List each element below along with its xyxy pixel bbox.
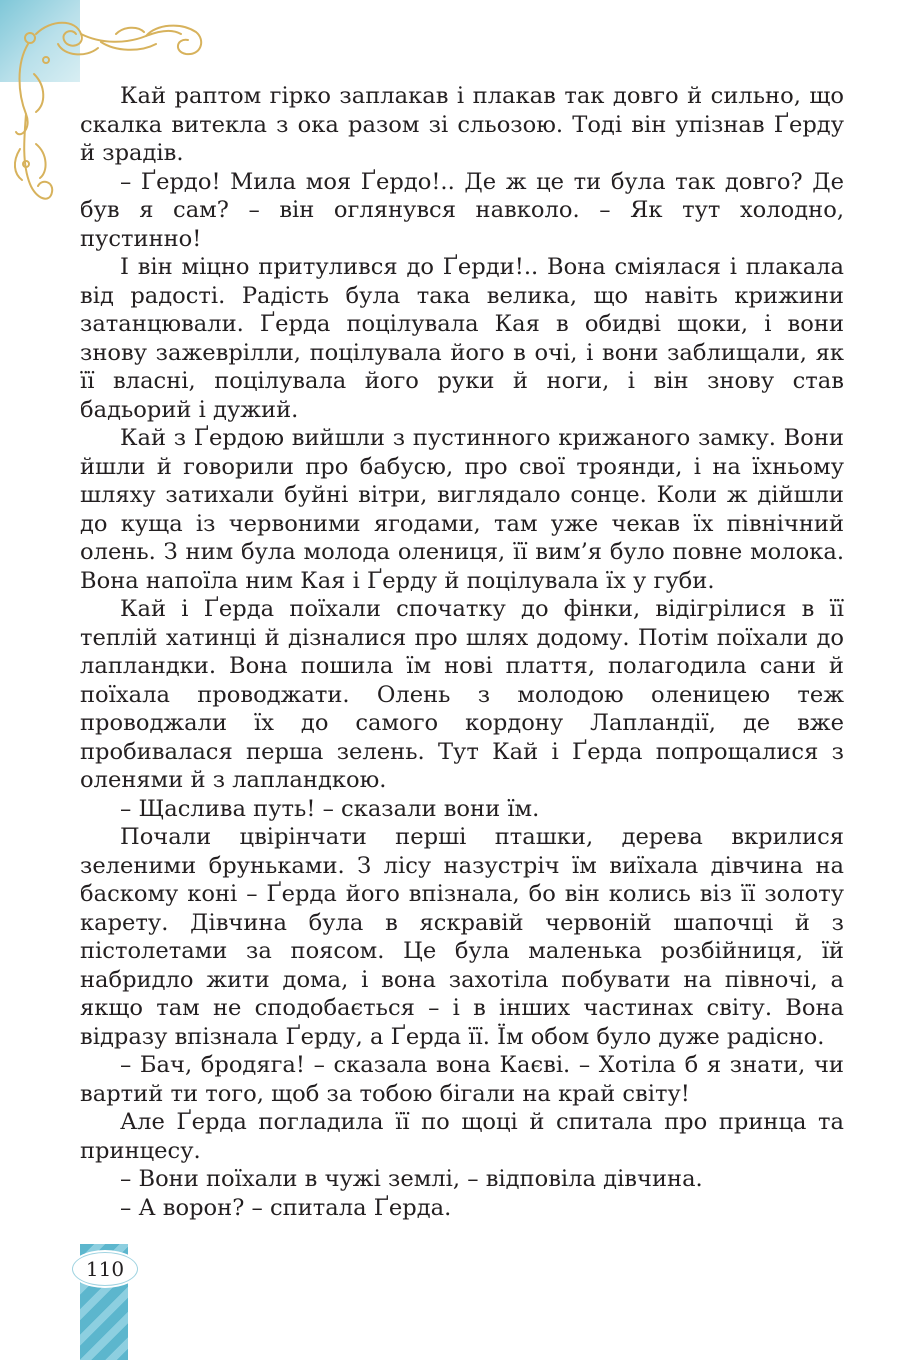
paragraph: І він міцно притулився до Ґерди!.. Вона сміялася і плакала від радості. Радість була така велика, що навіть крижини затанцювали. Ґерда поцілувала Кая в обидві щоки, і вони знову зажеврілли, поцілувала його в очі, і вони заблищали, як її власні, поцілувала його руки й ноги, і він знову став бадьорий і дужий. — [80, 254, 844, 423]
paragraph: – Щаслива путь! – сказали вони їм. — [120, 795, 540, 822]
paragraph: – Вони поїхали в чужі землі, – відповіла дівчина. — [120, 1166, 703, 1192]
page-number: 110 — [72, 1252, 138, 1286]
paragraph: Кай раптом гірко заплакав і плакав так довго й сильно, що скалка витекла з ока разом зі сльозою. Тоді він упізнав Ґерду й зрадів. — [80, 83, 844, 166]
paragraph: Кай з Ґердою вийшли з пустинного крижаного замку. Вони йшли й говорили про бабусю, про свої троянди, і на їхньому шляху затихали буйні вітри, виглядало сонце. Коли ж дійшли до куща із червоними ягодами, там уже чекав їх північний олень. З ним була молода олениця, її вим’я було повне молока. Вона напоїла ним Кая і Ґерду й поцілувала їх у губи. — [80, 425, 844, 594]
paragraph: Але Ґерда погладила її по щоці й спитала про принца та принцесу. — [80, 1109, 844, 1164]
paragraph: Почали цвірінчати перші пташки, дерева вкрилися зеленими бруньками. З лісу назустріч їм виїхала дівчина на баскому коні – Ґерда його впізнала, бо він колись віз її золоту карету. Дівчина була в яскравій червоній шапочці й з пістолетами за поясом. Це була маленька розбійниця, їй набридло жити дома, і вона захотіла побувати на півночі, а якщо там не сподобається – і в інших частинах світу. Вона відразу впізнала Ґерду, а Ґерда її. Їм обом було дуже радісно. — [80, 824, 844, 1050]
paragraph: – А ворон? – спитала Ґерда. — [120, 1194, 452, 1221]
paragraph: – Ґердо! Мила моя Ґердо!.. Де ж це ти була так довго? Де був я сам? – він оглянувся навколо. – Як тут холодно, пустинно! — [80, 168, 844, 252]
story-text — [80, 82, 844, 1222]
paragraph: – Бач, бродяга! – сказала вона Каєві. – Хотіла б я знати, чи вартий ти того, щоб за тобою бігали на край світу! — [80, 1052, 844, 1107]
paragraph: Кай і Ґерда поїхали спочатку до фінки, відігрілися в її теплій хатинці й дізналися про шлях додому. Потім поїхали до лапландки. Вона пошила їм нові плаття, полагодила сани й поїхала проводжати. Олень з молодою оленицею теж проводжали їх до самого кордону Лапландії, де вже пробивалася перша зелень. Тут Кай і Ґерда попрощалися з оленями й з лапландкою. — [80, 596, 844, 793]
